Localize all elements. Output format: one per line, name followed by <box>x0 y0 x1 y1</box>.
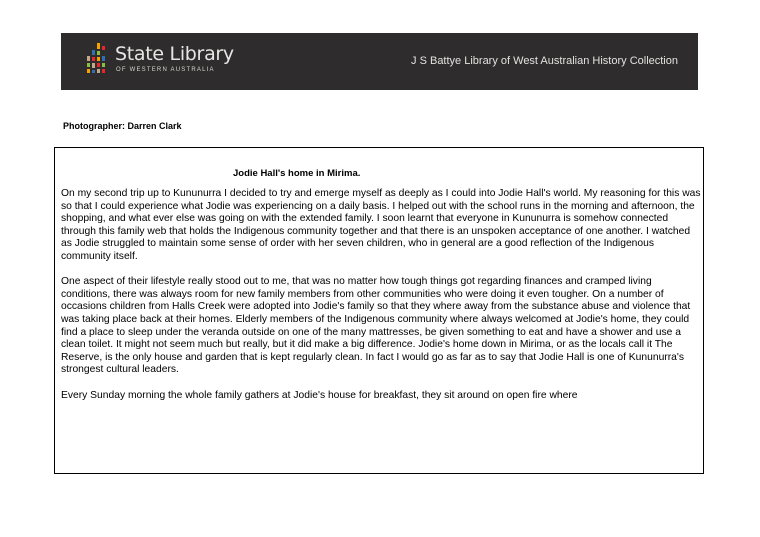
paragraph: On my second trip up to Kununurra I decided to try and emerge myself as deeply as I could into Jodie Hall's world. My reasoning for this was so that I could experience what Jodie was experiencing on a daily basis. I helped out with the school runs in the morning and afternoon, the shopping, and what ever else was going on with the extended family. I soon learnt that everyone in Kununurra is somehow connected through this family web that holds the Indigenous community together and that there is an unspoken acceptance of one another. I watched as Jodie struggled to maintain some sense of order with her seven children, who in general are a good reflection of the Indigenous community itself. <box>61 188 701 262</box>
document-text-box <box>54 147 704 474</box>
photographer-credit: Photographer: Darren Clark <box>63 121 182 131</box>
logo-subtitle: OF WESTERN AUSTRALIA <box>116 67 215 73</box>
logo-title: State Library <box>115 43 234 65</box>
document-title: Jodie Hall's home in Mirima. <box>233 168 361 179</box>
state-library-logo-icon <box>83 43 113 79</box>
paragraph: Every Sunday morning the whole family gathers at Jodie's house for breakfast, they sit around on open fire where <box>61 389 578 401</box>
collection-name: J S Battye Library of West Australian History Collection <box>411 55 678 67</box>
paragraph: One aspect of their lifestyle really stood out to me, that was no matter how tough things got regarding finances and cramped living conditions, there was always room for new family members from other communities who were doing it even tougher. On a number of occasions children from Halls Creek were adopted into Jodie's family so that they where away from the substance abuse and violence that was taking place back at their homes. Elderly members of the Indigenous community where always welcomed at Jodie's home, they could find a place to sleep under the veranda outside on one of the many mattresses, be given something to eat and have a shower and use a clean toilet. It might not seem much but really, but it did make a big difference. Jodie's home down in Mirima, or as the locals call it The Reserve, is the only house and garden that is kept regularly clean. In fact I would go as far as to say that Jodie Hall is one of Kununurra's strongest cultural leaders. <box>61 276 691 376</box>
header-banner <box>61 33 698 90</box>
document-body <box>61 188 701 402</box>
